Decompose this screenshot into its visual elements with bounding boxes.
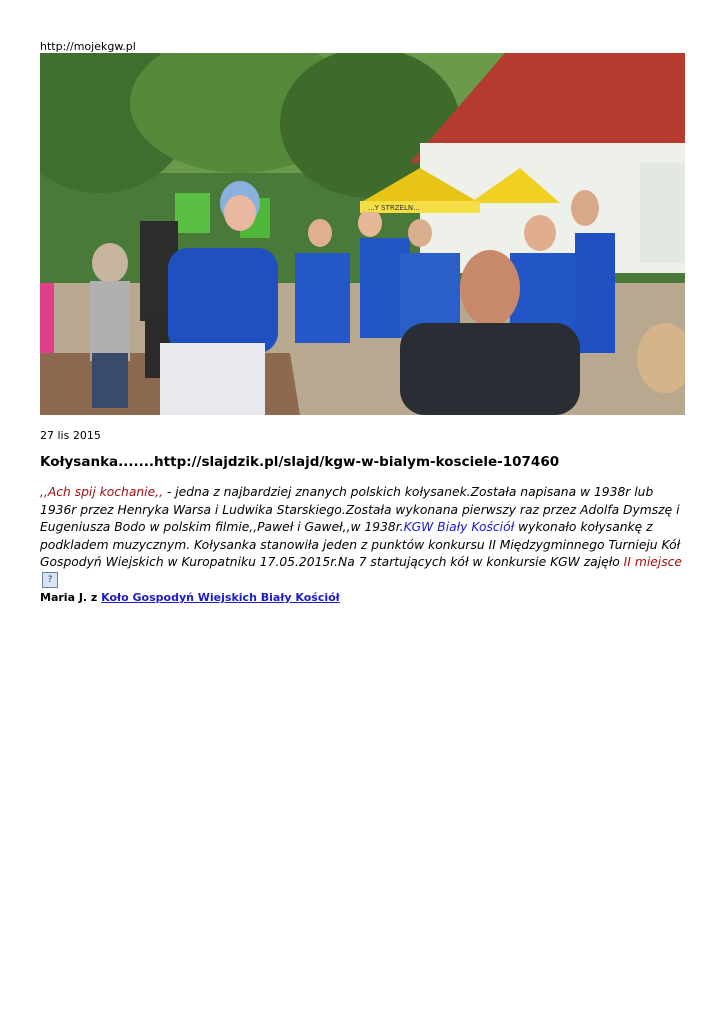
place-text: II miejsce [623, 555, 682, 569]
post-date: 27 lis 2015 [40, 429, 101, 442]
group-link[interactable]: Koło Gospodyń Wiejskich Biały Kościół [101, 591, 340, 604]
author-prefix: Maria J. z [40, 591, 102, 604]
body-text-1: - jedna z najbardziej znanych polskich kołysanek.Została napisana w 1938r lub 1936r przez Henryka Warsa i Ludwika Starskiego.Została wykonana pierwszy raz przez Adolfa Dymszę i Eugeniusza Bodo w polskim filmie,,Paweł i Gaweł,,w 1938r. [40, 485, 680, 534]
image-placeholder-icon: ? [42, 572, 58, 588]
page-url: http://mojekgw.pl [40, 40, 136, 53]
post-title: Kołysanka.......http://slajdzik.pl/slajd/kgw-w-bialym-kosciele-107460 [40, 454, 560, 470]
kgw-link[interactable]: KGW Biały Kościół [403, 520, 515, 534]
body-text-2: wykonało kołysankę z podkladem muzycznym. Kołysanka stanowiła jeden z punktów konkursu II Międzygminnego Turnieju Kół Gospodyń Wiejskich w Kuropatniku 17.05.2015r.Na 7 startujących kół w konkursie KGW zajęło [40, 520, 681, 569]
photo-sign-text: ...Y STRZELN... [368, 204, 420, 212]
post-body [40, 484, 690, 589]
event-photo [40, 53, 685, 415]
author-line [40, 591, 340, 604]
quote-text: ,,Ach spij kochanie,, [40, 485, 163, 499]
